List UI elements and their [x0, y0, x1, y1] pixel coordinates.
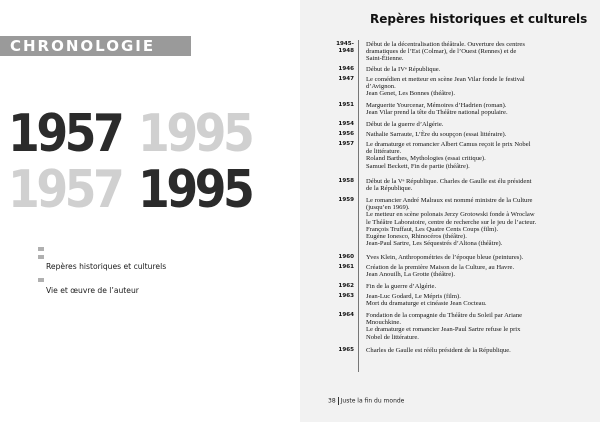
entry-year: 1965 [338, 347, 354, 353]
entry-year: 1959 [338, 197, 354, 203]
entry-year: 1957 [338, 141, 354, 147]
page-title: Repères historiques et culturels [370, 12, 588, 26]
entry-year: 1958 [338, 178, 354, 184]
right-page [300, 0, 600, 422]
toc-item-vie-oeuvre[interactable]: Vie et œuvre de l’auteur [46, 286, 139, 295]
entry-year: 1946 [338, 66, 354, 72]
page-footer [328, 397, 404, 405]
year-1995-dark: 1995 [138, 160, 252, 220]
entry-year: 1951 [338, 102, 354, 108]
timeline-divider [358, 40, 359, 372]
entry-text: Jean-Luc Godard, Le Mépris (film). Mort du dramaturge et cinéaste Jean Cocteau. [366, 293, 487, 308]
entry-year: 1960 [338, 254, 354, 260]
entry-text: Marguerite Yourcenar, Mémoires d’Hadrien (roman). Jean Vilar prend la tête du Théâtre national populaire. [366, 102, 508, 117]
entry-text: Fin de la guerre d’Algérie. [366, 283, 437, 290]
entry-text: Début de la Vᵉ République. Charles de Gaulle est élu président de la République. [366, 178, 532, 193]
banner-title: CHRONOLOGIE [10, 37, 156, 55]
toc-item-reperes[interactable]: Repères historiques et culturels [46, 262, 167, 271]
entry-text: Création de la première Maison de la Culture, au Havre. Jean Anouilh, La Grotte (théâtre). [366, 264, 515, 279]
entry-year: 1945- 1948 [336, 41, 354, 54]
entry-text: Yves Klein, Anthropométries de l’époque bleue (peintures). [366, 254, 524, 261]
entry-text: Le romancier André Malraux est nommé ministre de la Culture (jusqu’en 1969). Le metteur en scène polonais Jerzy Grotowski fonde à Wroclaw le Théâtre Laboratoire, centre de recherche sur le jeu de l’acteur. François Truffaut, Les Quatre Cents Coups (film). Eugène Ionesco, Rhinocéros (théâtre). Jean-Paul Sartre, Les Séquestrés d’Altona (théâtre). [366, 197, 537, 248]
toc-marker [38, 278, 44, 282]
page-number: 38 [328, 397, 336, 405]
entry-year: 1956 [338, 131, 354, 137]
year-1957-dark: 1957 [8, 104, 122, 164]
entry-text: Nathalie Sarraute, L’Ère du soupçon (essai littéraire). [366, 131, 507, 138]
year-1995-light: 1995 [138, 104, 252, 164]
entry-year: 1954 [338, 121, 354, 127]
chronologie-banner [0, 36, 191, 56]
entry-text: Charles de Gaulle est réélu président de la République. [366, 347, 511, 354]
entry-text: Début de la IVᵉ République. [366, 66, 441, 73]
entry-year: 1964 [338, 312, 354, 318]
entry-text: Fondation de la compagnie du Théâtre du Soleil par Ariane Mnouchkine. Le dramaturge et romancier Jean-Paul Sartre refuse le prix Nobel de littérature. [366, 312, 523, 341]
entry-text: Début de la décentralisation théâtrale. Ouverture des centres dramatiques de l’Est (Colmar), de l’Ouest (Rennes) et de Saint-Étienne. [366, 41, 525, 63]
entry-text: Début de la guerre d’Algérie. [366, 121, 444, 128]
toc-marker [38, 255, 44, 259]
book-title: Juste la fin du monde [340, 397, 405, 405]
toc-marker [38, 247, 44, 251]
entry-text: Le dramaturge et romancier Albert Camus reçoit le prix Nobel de littérature. Roland Barthes, Mythologies (essai critique). Samuel Beckett, Fin de partie (théâtre). [366, 141, 531, 170]
entry-year: 1962 [338, 283, 354, 289]
entry-year: 1963 [338, 293, 354, 299]
entry-text: Le comédien et metteur en scène Jean Vilar fonde le festival d’Avignon. Jean Genet, Les Bonnes (théâtre). [366, 76, 525, 98]
entry-year: 1961 [338, 264, 354, 270]
entry-year: 1947 [338, 76, 354, 82]
year-1957-light: 1957 [8, 160, 122, 220]
footer-separator [338, 397, 339, 405]
